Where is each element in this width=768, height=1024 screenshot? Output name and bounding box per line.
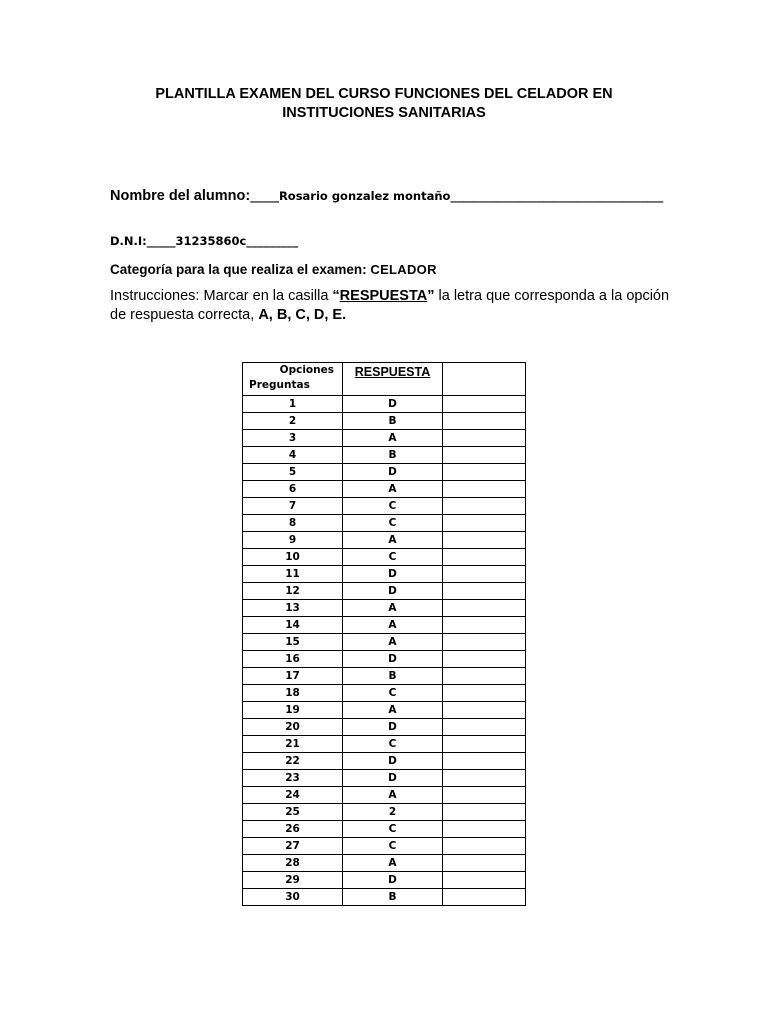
extra-cell	[443, 413, 526, 430]
extra-cell	[443, 770, 526, 787]
header-extra	[443, 363, 526, 396]
table-row	[243, 651, 526, 668]
table-row	[243, 787, 526, 804]
student-name-value: _____Rosario gonzalez montaño_____________________________________	[250, 189, 664, 203]
answer-cell[interactable]: D	[343, 753, 443, 770]
extra-cell	[443, 702, 526, 719]
extra-cell	[443, 685, 526, 702]
extra-cell	[443, 634, 526, 651]
table-row	[243, 464, 526, 481]
header-preguntas: Preguntas	[249, 379, 310, 391]
question-number: 4	[243, 447, 343, 464]
table-row	[243, 549, 526, 566]
question-number: 5	[243, 464, 343, 481]
answer-cell[interactable]: C	[343, 685, 443, 702]
table-row	[243, 515, 526, 532]
extra-cell	[443, 430, 526, 447]
extra-cell	[443, 855, 526, 872]
table-row	[243, 566, 526, 583]
extra-cell	[443, 447, 526, 464]
extra-cell	[443, 838, 526, 855]
answer-cell[interactable]: A	[343, 855, 443, 872]
table-row	[243, 396, 526, 413]
instructions-quote-open: “	[332, 288, 340, 304]
answer-cell[interactable]: C	[343, 838, 443, 855]
answer-cell[interactable]: D	[343, 651, 443, 668]
extra-cell	[443, 532, 526, 549]
question-number: 17	[243, 668, 343, 685]
extra-cell	[443, 498, 526, 515]
question-number: 7	[243, 498, 343, 515]
student-name-field	[110, 186, 670, 205]
extra-cell	[443, 583, 526, 600]
question-number: 25	[243, 804, 343, 821]
extra-cell	[443, 600, 526, 617]
answer-cell[interactable]: A	[343, 617, 443, 634]
answer-cell[interactable]: A	[343, 430, 443, 447]
question-number: 8	[243, 515, 343, 532]
answer-cell[interactable]: A	[343, 481, 443, 498]
answer-cell[interactable]: B	[343, 668, 443, 685]
table-row	[243, 736, 526, 753]
table-row	[243, 617, 526, 634]
question-number: 23	[243, 770, 343, 787]
table-row	[243, 719, 526, 736]
instructions-keyword-text: RESPUESTA	[339, 288, 428, 304]
question-number: 29	[243, 872, 343, 889]
table-row	[243, 447, 526, 464]
extra-cell	[443, 872, 526, 889]
extra-cell	[443, 566, 526, 583]
table-row	[243, 600, 526, 617]
table-row	[243, 634, 526, 651]
instructions-quote-close: ”	[427, 288, 435, 304]
answer-table-header-row	[243, 363, 526, 396]
dni-label: D.N.I:	[110, 234, 147, 248]
table-row	[243, 855, 526, 872]
instructions-text-before: Instrucciones: Marcar en la casilla	[110, 288, 333, 304]
answer-cell[interactable]: D	[343, 566, 443, 583]
answer-cell[interactable]: C	[343, 549, 443, 566]
table-row	[243, 430, 526, 447]
answer-cell[interactable]: A	[343, 787, 443, 804]
table-row	[243, 685, 526, 702]
answer-table-body	[243, 396, 526, 906]
table-row	[243, 413, 526, 430]
question-number: 28	[243, 855, 343, 872]
question-number: 19	[243, 702, 343, 719]
student-name-label: Nombre del alumno:	[110, 188, 251, 204]
table-row	[243, 821, 526, 838]
answer-cell[interactable]: C	[343, 515, 443, 532]
question-number: 2	[243, 413, 343, 430]
answer-cell[interactable]: C	[343, 821, 443, 838]
answer-cell[interactable]: D	[343, 583, 443, 600]
extra-cell	[443, 515, 526, 532]
header-respuesta-cell	[343, 363, 443, 396]
table-row	[243, 668, 526, 685]
extra-cell	[443, 736, 526, 753]
extra-cell	[443, 464, 526, 481]
answer-cell[interactable]: A	[343, 532, 443, 549]
question-number: 21	[243, 736, 343, 753]
question-number: 30	[243, 889, 343, 906]
question-number: 6	[243, 481, 343, 498]
category-label: Categoría para la que realiza el examen:	[110, 262, 371, 277]
question-number: 10	[243, 549, 343, 566]
extra-cell	[443, 821, 526, 838]
table-row	[243, 889, 526, 906]
question-number: 14	[243, 617, 343, 634]
table-row	[243, 702, 526, 719]
answer-cell[interactable]: C	[343, 498, 443, 515]
extra-cell	[443, 889, 526, 906]
extra-cell	[443, 668, 526, 685]
extra-cell	[443, 753, 526, 770]
question-number: 9	[243, 532, 343, 549]
dni-value: _____31235860c_________	[146, 234, 299, 248]
answer-cell[interactable]: B	[343, 447, 443, 464]
page-title-line-1: PLANTILLA EXAMEN DEL CURSO FUNCIONES DEL CELADOR EN	[155, 86, 613, 102]
answer-cell[interactable]: D	[343, 872, 443, 889]
header-opciones: Opciones	[279, 364, 334, 376]
page-title-line-2: INSTITUCIONES SANITARIAS	[282, 105, 486, 121]
extra-cell	[443, 549, 526, 566]
page-title	[100, 85, 668, 123]
category-value: CELADOR	[370, 262, 437, 277]
answer-cell[interactable]: A	[343, 702, 443, 719]
table-row	[243, 532, 526, 549]
header-opciones-preguntas	[243, 363, 343, 396]
answer-cell[interactable]: B	[343, 413, 443, 430]
table-row	[243, 481, 526, 498]
answer-cell[interactable]: D	[343, 770, 443, 787]
table-row	[243, 753, 526, 770]
question-number: 18	[243, 685, 343, 702]
answer-cell[interactable]: A	[343, 634, 443, 651]
extra-cell	[443, 396, 526, 413]
extra-cell	[443, 804, 526, 821]
answer-cell[interactable]: D	[343, 396, 443, 413]
question-number: 16	[243, 651, 343, 668]
instructions-options: A, B, C, D, E.	[258, 307, 347, 323]
question-number: 12	[243, 583, 343, 600]
table-row	[243, 498, 526, 515]
question-number: 22	[243, 753, 343, 770]
table-row	[243, 872, 526, 889]
question-number: 15	[243, 634, 343, 651]
table-row	[243, 583, 526, 600]
instructions-text-middle: la letra que corresponda a la opción de respuesta correcta,	[110, 288, 670, 323]
category-field	[110, 262, 437, 277]
question-number: 27	[243, 838, 343, 855]
instructions-keyword	[332, 288, 434, 304]
question-number: 13	[243, 600, 343, 617]
header-respuesta: RESPUESTA	[354, 365, 431, 379]
extra-cell	[443, 719, 526, 736]
question-number: 11	[243, 566, 343, 583]
answer-cell[interactable]: B	[343, 889, 443, 906]
dni-field	[110, 234, 298, 248]
extra-cell	[443, 651, 526, 668]
question-number: 3	[243, 430, 343, 447]
extra-cell	[443, 481, 526, 498]
table-row	[243, 804, 526, 821]
answer-cell[interactable]: 2	[343, 804, 443, 821]
table-row	[243, 838, 526, 855]
answer-cell[interactable]: A	[343, 600, 443, 617]
table-row	[243, 770, 526, 787]
answer-cell[interactable]: C	[343, 736, 443, 753]
question-number: 1	[243, 396, 343, 413]
instructions	[110, 287, 670, 325]
extra-cell	[443, 617, 526, 634]
answer-cell[interactable]: D	[343, 719, 443, 736]
extra-cell	[443, 787, 526, 804]
answer-cell[interactable]: D	[343, 464, 443, 481]
question-number: 26	[243, 821, 343, 838]
question-number: 20	[243, 719, 343, 736]
question-number: 24	[243, 787, 343, 804]
answer-table	[242, 362, 526, 906]
